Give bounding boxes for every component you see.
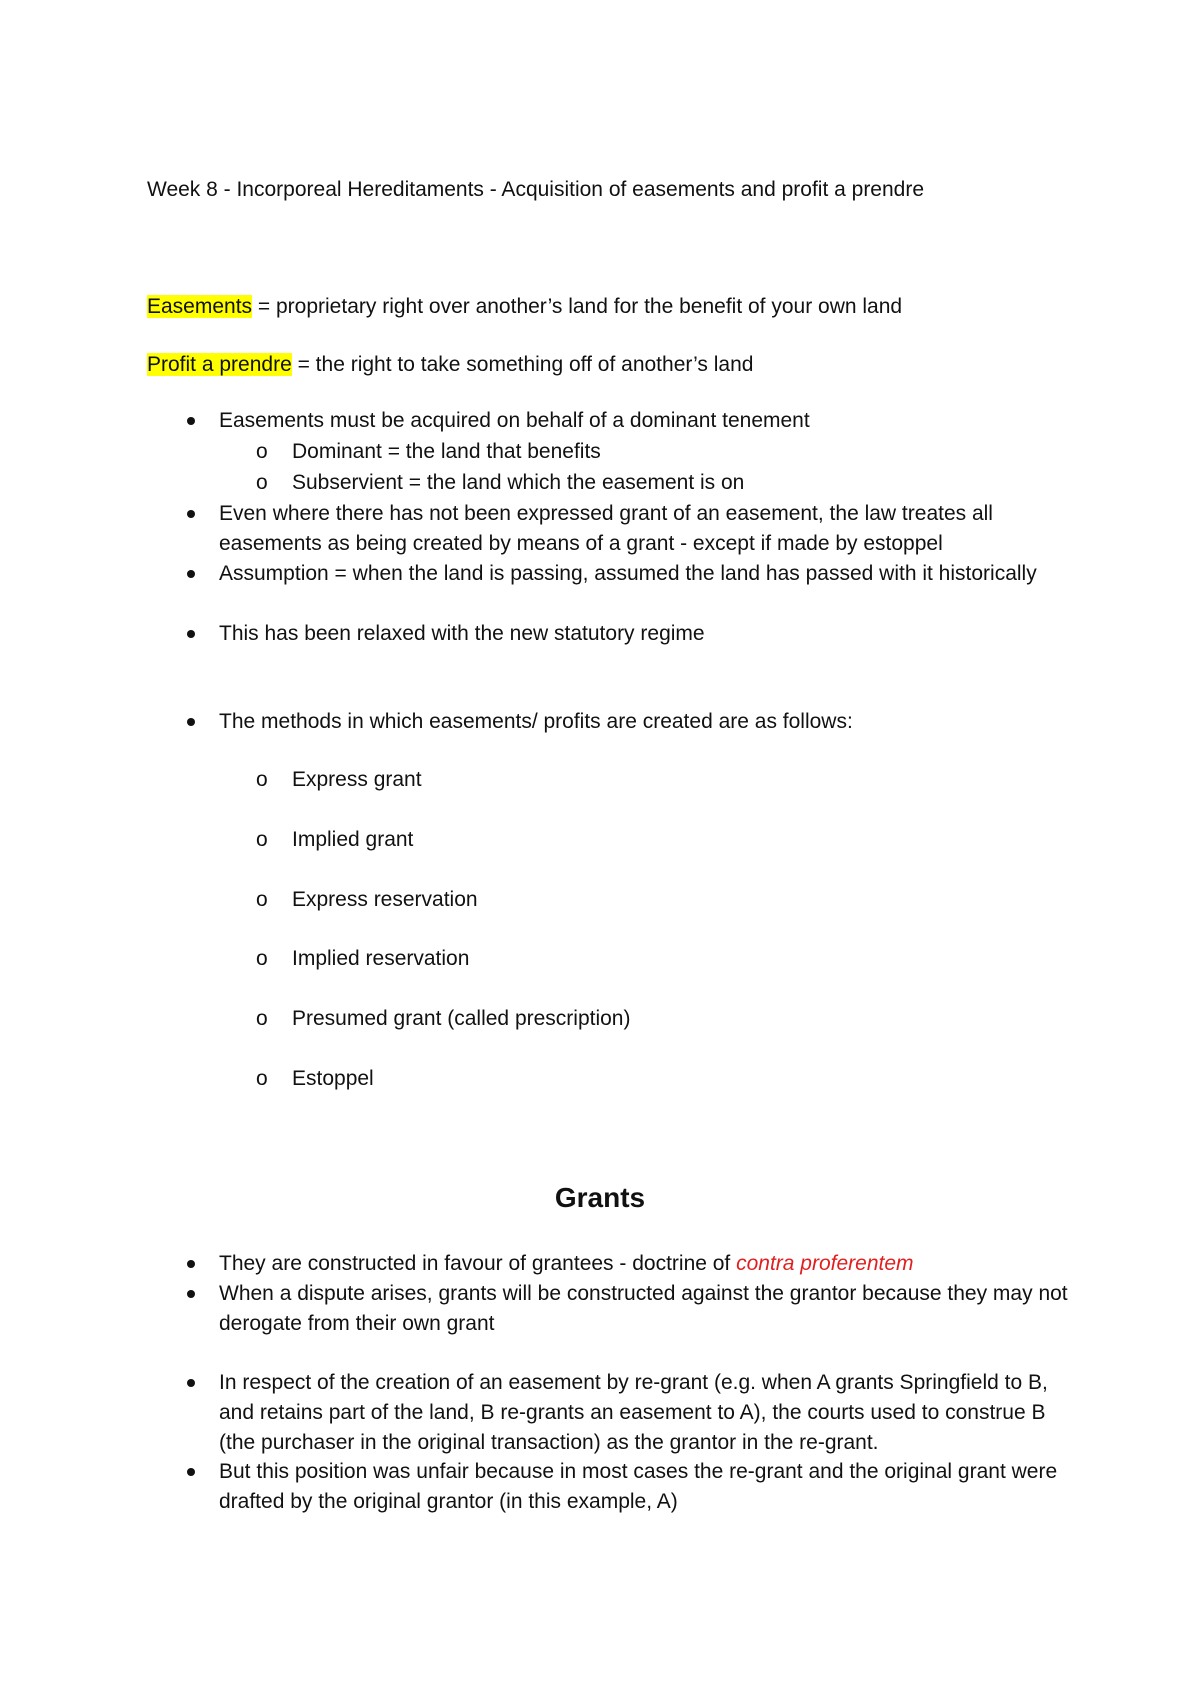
- bullet-icon: [187, 1260, 195, 1268]
- list-item: But this position was unfair because in most cases the re-grant and the original grant were drafted by the original grantor (in this example, A): [219, 1460, 1058, 1513]
- circle-bullet-icon: o: [256, 828, 268, 851]
- sub-list-item: Dominant = the land that benefits: [292, 440, 601, 463]
- circle-bullet-icon: o: [256, 471, 268, 494]
- grants-bullet-1-text: They are constructed in favour of grantees - doctrine of: [219, 1252, 737, 1275]
- list-item: Assumption = when the land is passing, assumed the land has passed with it historically: [219, 562, 1037, 585]
- method-item: Implied grant: [292, 828, 414, 851]
- bullet-icon: [187, 1290, 195, 1298]
- list-item: This has been relaxed with the new statutory regime: [219, 622, 705, 645]
- document-title: Week 8 - Incorporeal Hereditaments - Acquisition of easements and profit a prendre: [147, 178, 925, 201]
- definition-easements: [147, 292, 902, 322]
- bullet-icon: [187, 630, 195, 638]
- list-item: [219, 1249, 1069, 1279]
- list-item: Easements must be acquired on behalf of a dominant tenement: [219, 409, 810, 432]
- section-heading-grants: Grants: [554, 1182, 646, 1213]
- circle-bullet-icon: o: [256, 1007, 268, 1030]
- bullet-icon: [187, 510, 195, 518]
- bullet-icon: [187, 1468, 195, 1476]
- method-item: Express grant: [292, 768, 422, 791]
- term-profit-a-prendre: Profit a prendre: [147, 353, 292, 376]
- list-item: Even where there has not been expressed grant of an easement, the law treates all easements as being created by means of a grant - except if made by estoppel: [219, 502, 993, 555]
- definition-profit: [147, 350, 753, 380]
- circle-bullet-icon: o: [256, 768, 268, 791]
- bullet-icon: [187, 570, 195, 578]
- bullet-icon: [187, 718, 195, 726]
- sub-list-item: Subservient = the land which the easement is on: [292, 471, 745, 494]
- list-item: In respect of the creation of an easement by re-grant (e.g. when A grants Springfield to B, and retains part of the land, B re-grants an easement to A), the courts used to construe B (the purchaser in the original transaction) as the grantor in the re-grant.: [219, 1371, 1048, 1454]
- circle-bullet-icon: o: [256, 1067, 268, 1090]
- definition-easements-text: = proprietary right over another’s land for the benefit of your own land: [252, 295, 903, 318]
- method-item: Estoppel: [292, 1067, 374, 1090]
- term-easements: Easements: [147, 295, 253, 318]
- list-item-methods-intro: The methods in which easements/ profits are created are as follows:: [219, 710, 853, 733]
- definition-profit-text: = the right to take something off of another’s land: [291, 353, 754, 376]
- bullet-icon: [187, 417, 195, 425]
- term-contra-proferentem: contra proferentem: [736, 1252, 914, 1275]
- circle-bullet-icon: o: [256, 947, 268, 970]
- method-item: Implied reservation: [292, 947, 470, 970]
- bullet-icon: [187, 1379, 195, 1387]
- method-item: Presumed grant (called prescription): [292, 1007, 631, 1030]
- method-item: Express reservation: [292, 888, 478, 911]
- list-item: When a dispute arises, grants will be constructed against the grantor because they may not derogate from their own grant: [219, 1282, 1068, 1335]
- circle-bullet-icon: o: [256, 440, 268, 463]
- circle-bullet-icon: o: [256, 888, 268, 911]
